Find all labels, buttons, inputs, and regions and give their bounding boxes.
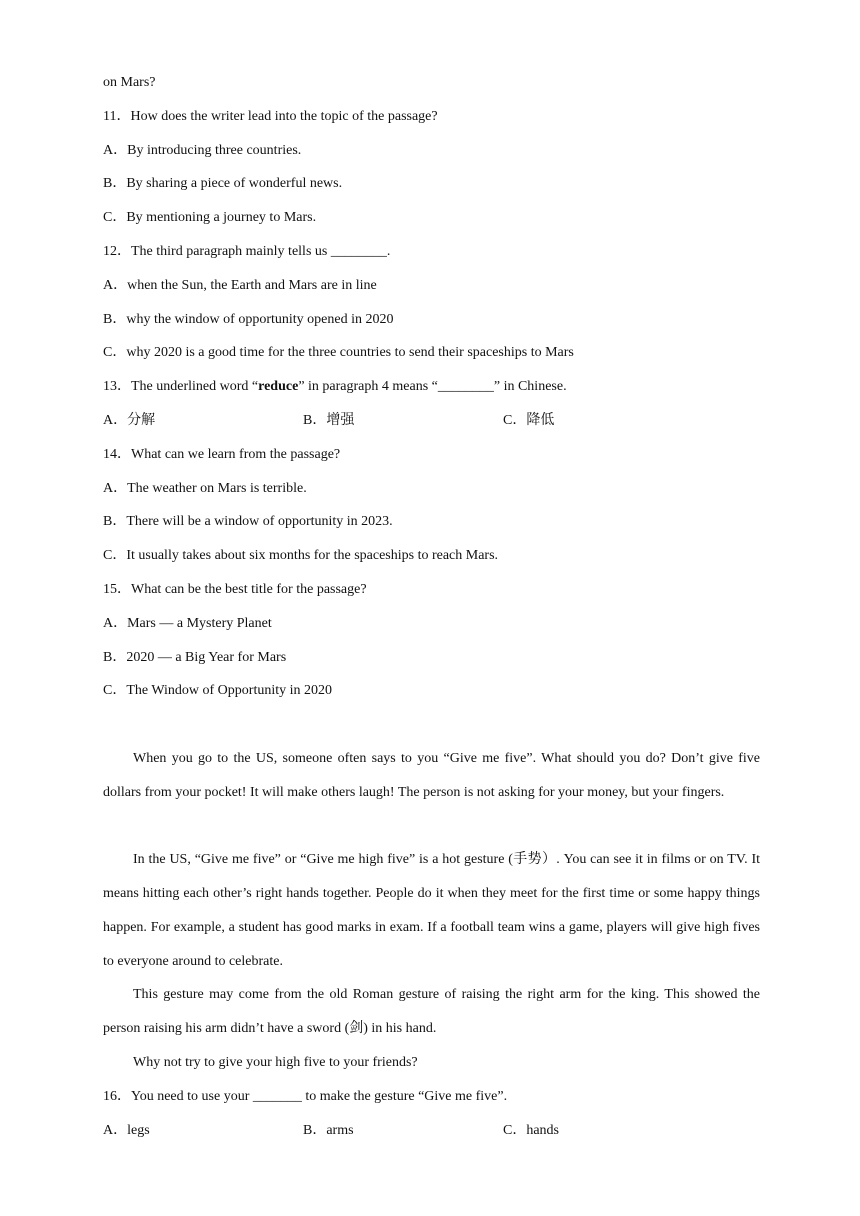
question-15-stem: 15．What can be the best title for the passage? [103, 582, 367, 597]
question-13-stem [103, 377, 567, 397]
question-13-stem-before: 13．The underlined word “ [103, 379, 259, 394]
passage-paragraph-3: This gesture may come from the old Roman gesture of raising the right arm for the king. This showed the person raising his arm didn’t have a sword (剑) in his hand. [103, 987, 760, 1036]
question-14-stem: 14．What can we learn from the passage? [103, 447, 341, 462]
question-12-option-b: B．why the window of opportunity opened in 2020 [103, 312, 394, 327]
question-14-option-b: B．There will be a window of opportunity in 2023. [103, 514, 393, 529]
question-13-option-c: C．降低 [503, 413, 555, 428]
question-12-stem: 12．The third paragraph mainly tells us ________. [103, 244, 391, 259]
question-11-option-b: B．By sharing a piece of wonderful news. [103, 176, 343, 191]
passage-paragraph-4: Why not try to give your high five to your friends? [133, 1055, 418, 1070]
question-13-stem-after: ” in paragraph 4 means “________” in Chinese. [298, 379, 567, 394]
question-16-option-a: A．legs [103, 1123, 150, 1138]
passage-paragraph-1: When you go to the US, someone often says to you “Give me five”. What should you do? Don’t give five dollars from your pocket! It will make others laugh! The person is not asking for your money, but your fingers. [103, 751, 760, 800]
question-12-option-a: A．when the Sun, the Earth and Mars are in line [103, 278, 377, 293]
question-16-option-c: C．hands [503, 1123, 559, 1138]
question-11-option-a: A．By introducing three countries. [103, 143, 302, 158]
question-15-option-b: B．2020 — a Big Year for Mars [103, 650, 287, 665]
question-15-option-c: C．The Window of Opportunity in 2020 [103, 683, 332, 698]
underlined-word: reduce [258, 379, 299, 394]
question-14-option-c: C．It usually takes about six months for the spaceships to reach Mars. [103, 548, 499, 563]
question-15-option-a: A．Mars — a Mystery Planet [103, 616, 272, 631]
question-14-option-a: A．The weather on Mars is terrible. [103, 481, 307, 496]
question-13-option-b: B．增强 [303, 413, 355, 428]
question-11-option-c: C．By mentioning a journey to Mars. [103, 210, 317, 225]
question-16-option-b: B．arms [303, 1123, 354, 1138]
question-16-stem: 16．You need to use your _______ to make the gesture “Give me five”. [103, 1089, 508, 1104]
question-13-option-a: A．分解 [103, 413, 156, 428]
continuation-text: on Mars? [103, 75, 156, 90]
question-11-stem: 11．How does the writer lead into the topic of the passage? [103, 109, 438, 124]
passage-paragraph-2: In the US, “Give me five” or “Give me high five” is a hot gesture (手势）. You can see it in films or on TV. It means hitting each other’s right hands together. People do it when they meet for the first time or some happy things happen. For example, a student has good marks in exam. If a football team wins a game, players will give high fives to everyone around to celebrate. [103, 852, 760, 969]
question-12-option-c: C．why 2020 is a good time for the three countries to send their spaceships to Mars [103, 345, 574, 360]
